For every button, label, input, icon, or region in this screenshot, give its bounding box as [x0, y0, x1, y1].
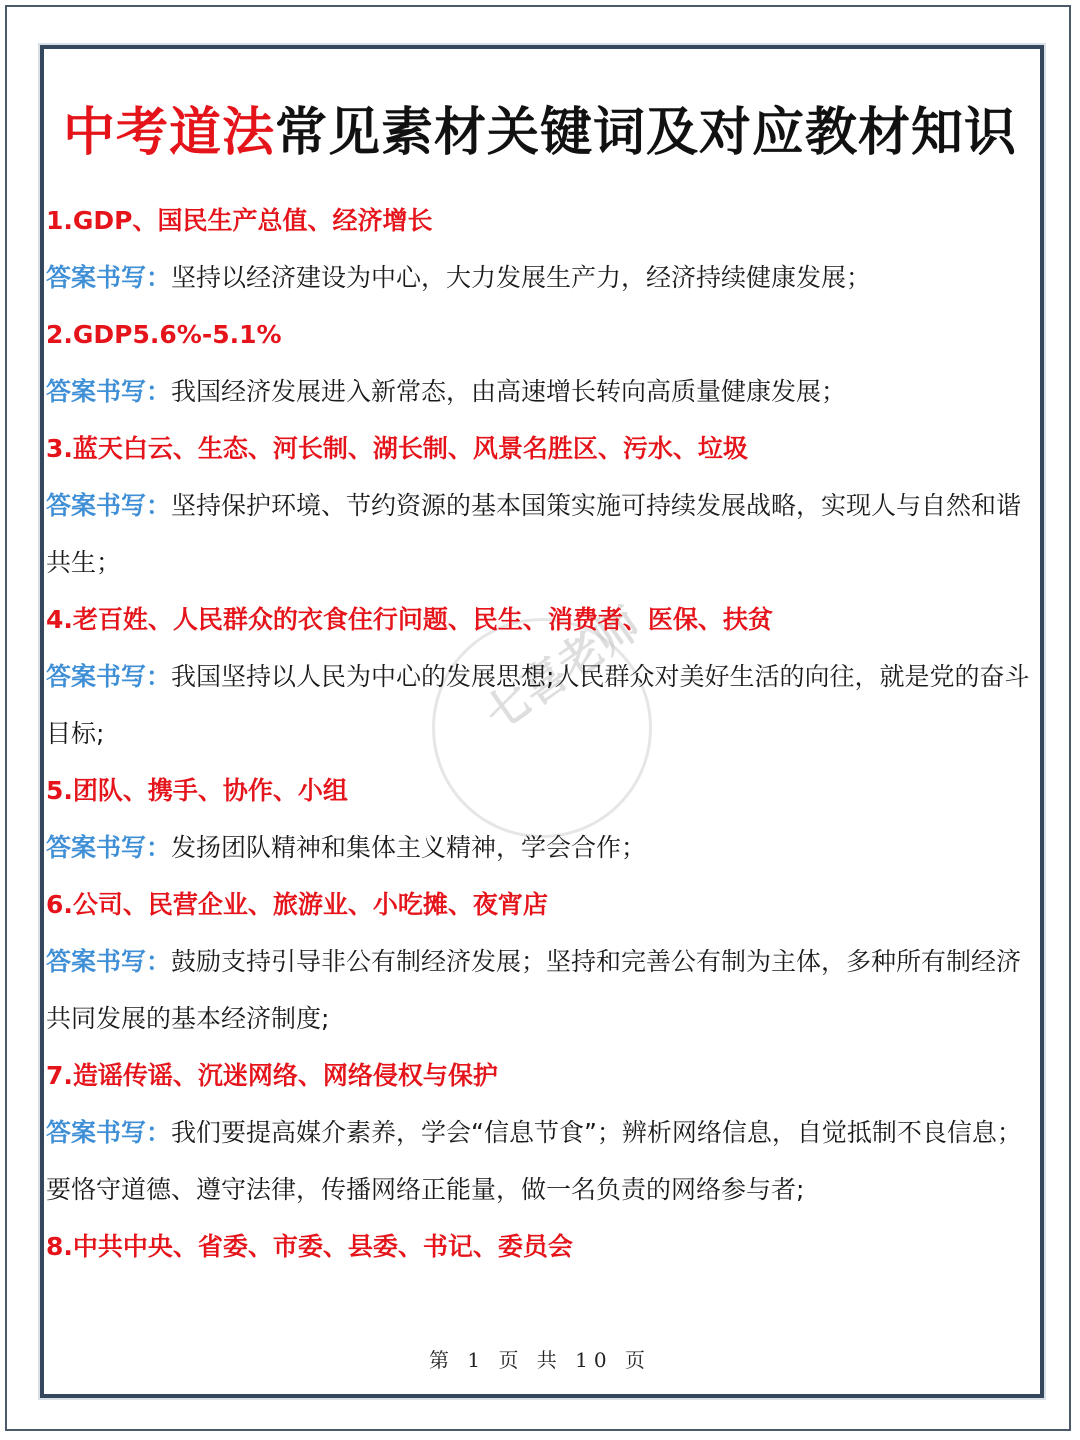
answer-label: 答案书写： [46, 263, 172, 292]
keyword-list [46, 192, 1038, 1275]
answer-continuation: 共生； [46, 548, 122, 577]
watermark-text: 七喜老师 [476, 598, 650, 741]
keyword-heading: 3.蓝天白云、生态、河长制、湖长制、风景名胜区、污水、垃圾 [46, 434, 748, 463]
answer-label: 答案书写： [46, 662, 172, 691]
answer-continuation: 要恪守道德、遵守法律，传播网络正能量，做一名负责的网络参与者; [46, 1175, 805, 1204]
answer-text: 坚持保护环境、节约资源的基本国策实施可持续发展战略，实现人与自然和谐 [171, 491, 1022, 520]
answer-label: 答案书写： [46, 1118, 172, 1147]
answer-continuation: 共同发展的基本经济制度; [46, 1004, 330, 1033]
answer-row [46, 363, 1038, 420]
answer-text: 鼓励支持引导非公有制经济发展；坚持和完善公有制为主体，多种所有制经济 [171, 947, 1022, 976]
answer-row [46, 477, 1038, 534]
answer-label: 答案书写： [46, 947, 172, 976]
answer-row [46, 933, 1038, 990]
title-rest: 常见素材关键词及对应教材知识 [275, 103, 1018, 163]
keyword-heading: 7.造谣传谣、沉迷网络、网络侵权与保护 [46, 1061, 498, 1090]
answer-text: 我们要提高媒介素养，学会“信息节食”；辨析网络信息，自觉抵制不良信息； [171, 1118, 1022, 1147]
answer-row [46, 1104, 1038, 1161]
answer-row [46, 648, 1038, 705]
answer-text: 我国经济发展进入新常态，由高速增长转向高质量健康发展； [171, 377, 847, 406]
page-footer: 第 1 页 共 10 页 [429, 1348, 651, 1372]
answer-label: 答案书写： [46, 377, 172, 406]
answer-row [46, 819, 1038, 876]
answer-continuation: 目标; [46, 719, 105, 748]
keyword-heading: 4.老百姓、人民群众的衣食住行问题、民生、消费者、医保、扶贫 [46, 605, 773, 634]
keyword-heading: 6.公司、民营企业、旅游业、小吃摊、夜宵店 [46, 890, 548, 919]
page-title [0, 100, 1080, 166]
answer-text: 发扬团队精神和集体主义精神，学会合作； [171, 833, 647, 862]
keyword-heading: 2.GDP5.6%-5.1% [46, 320, 282, 349]
answer-label: 答案书写： [46, 491, 172, 520]
keyword-heading: 5.团队、携手、协作、小组 [46, 776, 348, 805]
answer-text: 坚持以经济建设为中心，大力发展生产力，经济持续健康发展； [171, 263, 872, 292]
answer-row [46, 249, 1038, 306]
title-highlight: 中考道法 [62, 103, 275, 163]
keyword-heading: 8.中共中央、省委、市委、县委、书记、委员会 [46, 1232, 573, 1261]
answer-text: 我国坚持以人民为中心的发展思想;人民群众对美好生活的向往，就是党的奋斗 [171, 662, 1030, 691]
answer-label: 答案书写： [46, 833, 172, 862]
keyword-heading: 1.GDP、国民生产总值、经济增长 [46, 206, 433, 235]
